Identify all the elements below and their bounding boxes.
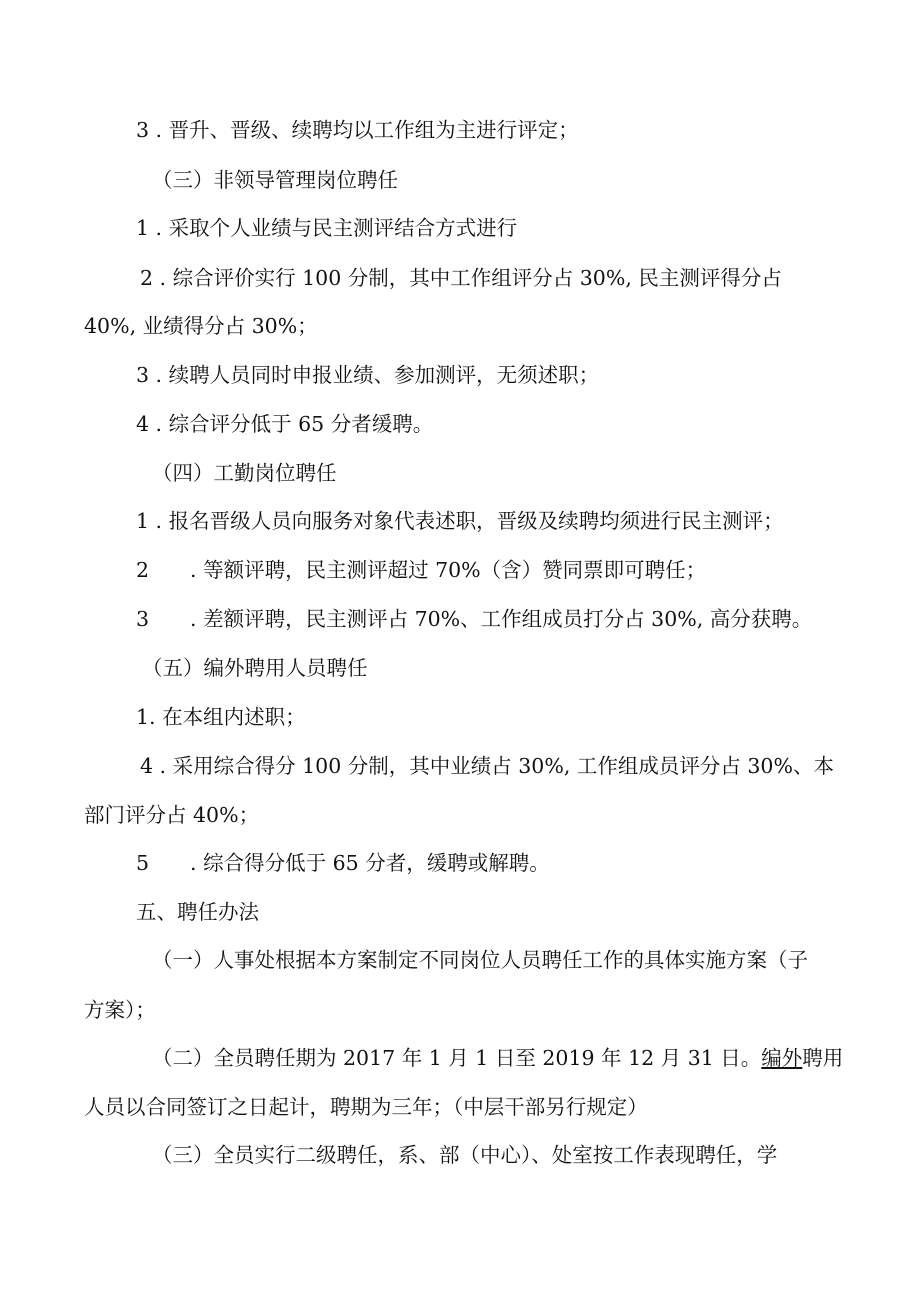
paragraph-line: 1. 在本组内述职； — [136, 705, 306, 729]
paragraph-line: （一）人事处根据本方案制定不同岗位人员聘任工作的具体实施方案（子 — [152, 948, 808, 972]
paragraph-line: 3 . 续聘人员同时申报业绩、参加测评，无须述职； — [136, 363, 600, 387]
paragraph-line: 2 . 综合评价实行 100 分制，其中工作组评分占 30%, 民主测评得分占 — [140, 266, 782, 290]
paragraph-line: 方案）； — [84, 998, 156, 1022]
section-heading: （五）编外聘用人员聘任 — [142, 656, 368, 680]
paragraph-line: 4 . 综合评分低于 65 分者缓聘。 — [136, 412, 434, 436]
paragraph-line: 人员以合同签订之日起计，聘期为三年；（中层干部另行规定） — [84, 1095, 648, 1119]
paragraph-line: 部门评分占 40%； — [84, 803, 260, 827]
paragraph-line: 1 . 采取个人业绩与民主测评结合方式进行 — [136, 216, 518, 240]
text-run: （二）全员聘任期为 2017 年 1 月 1 日至 2019 年 12 月 31 日。 — [152, 1046, 762, 1070]
paragraph-line: 3 . 晋升、晋级、续聘均以工作组为主进行评定； — [136, 118, 579, 142]
paragraph-line: （三）全员实行二级聘任，系、部（中心）、处室按工作表现聘任，学 — [152, 1143, 778, 1167]
section-heading: 五、聘任办法 — [136, 900, 259, 924]
paragraph-line: 4 . 采用综合得分 100 分制，其中业绩占 30%, 工作组成员评分占 30%、本 — [140, 754, 834, 778]
paragraph-line: 2 . 等额评聘，民主测评超过 70%（含）赞同票即可聘任； — [136, 558, 707, 582]
text-run: 聘用 — [802, 1046, 844, 1070]
section-heading: （三）非领导管理岗位聘任 — [152, 168, 398, 192]
paragraph-line: 3 . 差额评聘，民主测评占 70%、工作组成员打分占 30%, 高分获聘。 — [136, 607, 813, 631]
section-heading: （四）工勤岗位聘任 — [152, 461, 337, 485]
paragraph-line: 40%, 业绩得分占 30%； — [84, 314, 318, 338]
underlined-text: 编外 — [761, 1046, 803, 1070]
paragraph-line: 1 . 报名晋级人员向服务对象代表述职，晋级及续聘均须进行民主测评； — [136, 509, 784, 533]
paragraph-line — [152, 1045, 843, 1071]
paragraph-line: 5 . 综合得分低于 65 分者，缓聘或解聘。 — [136, 851, 550, 875]
